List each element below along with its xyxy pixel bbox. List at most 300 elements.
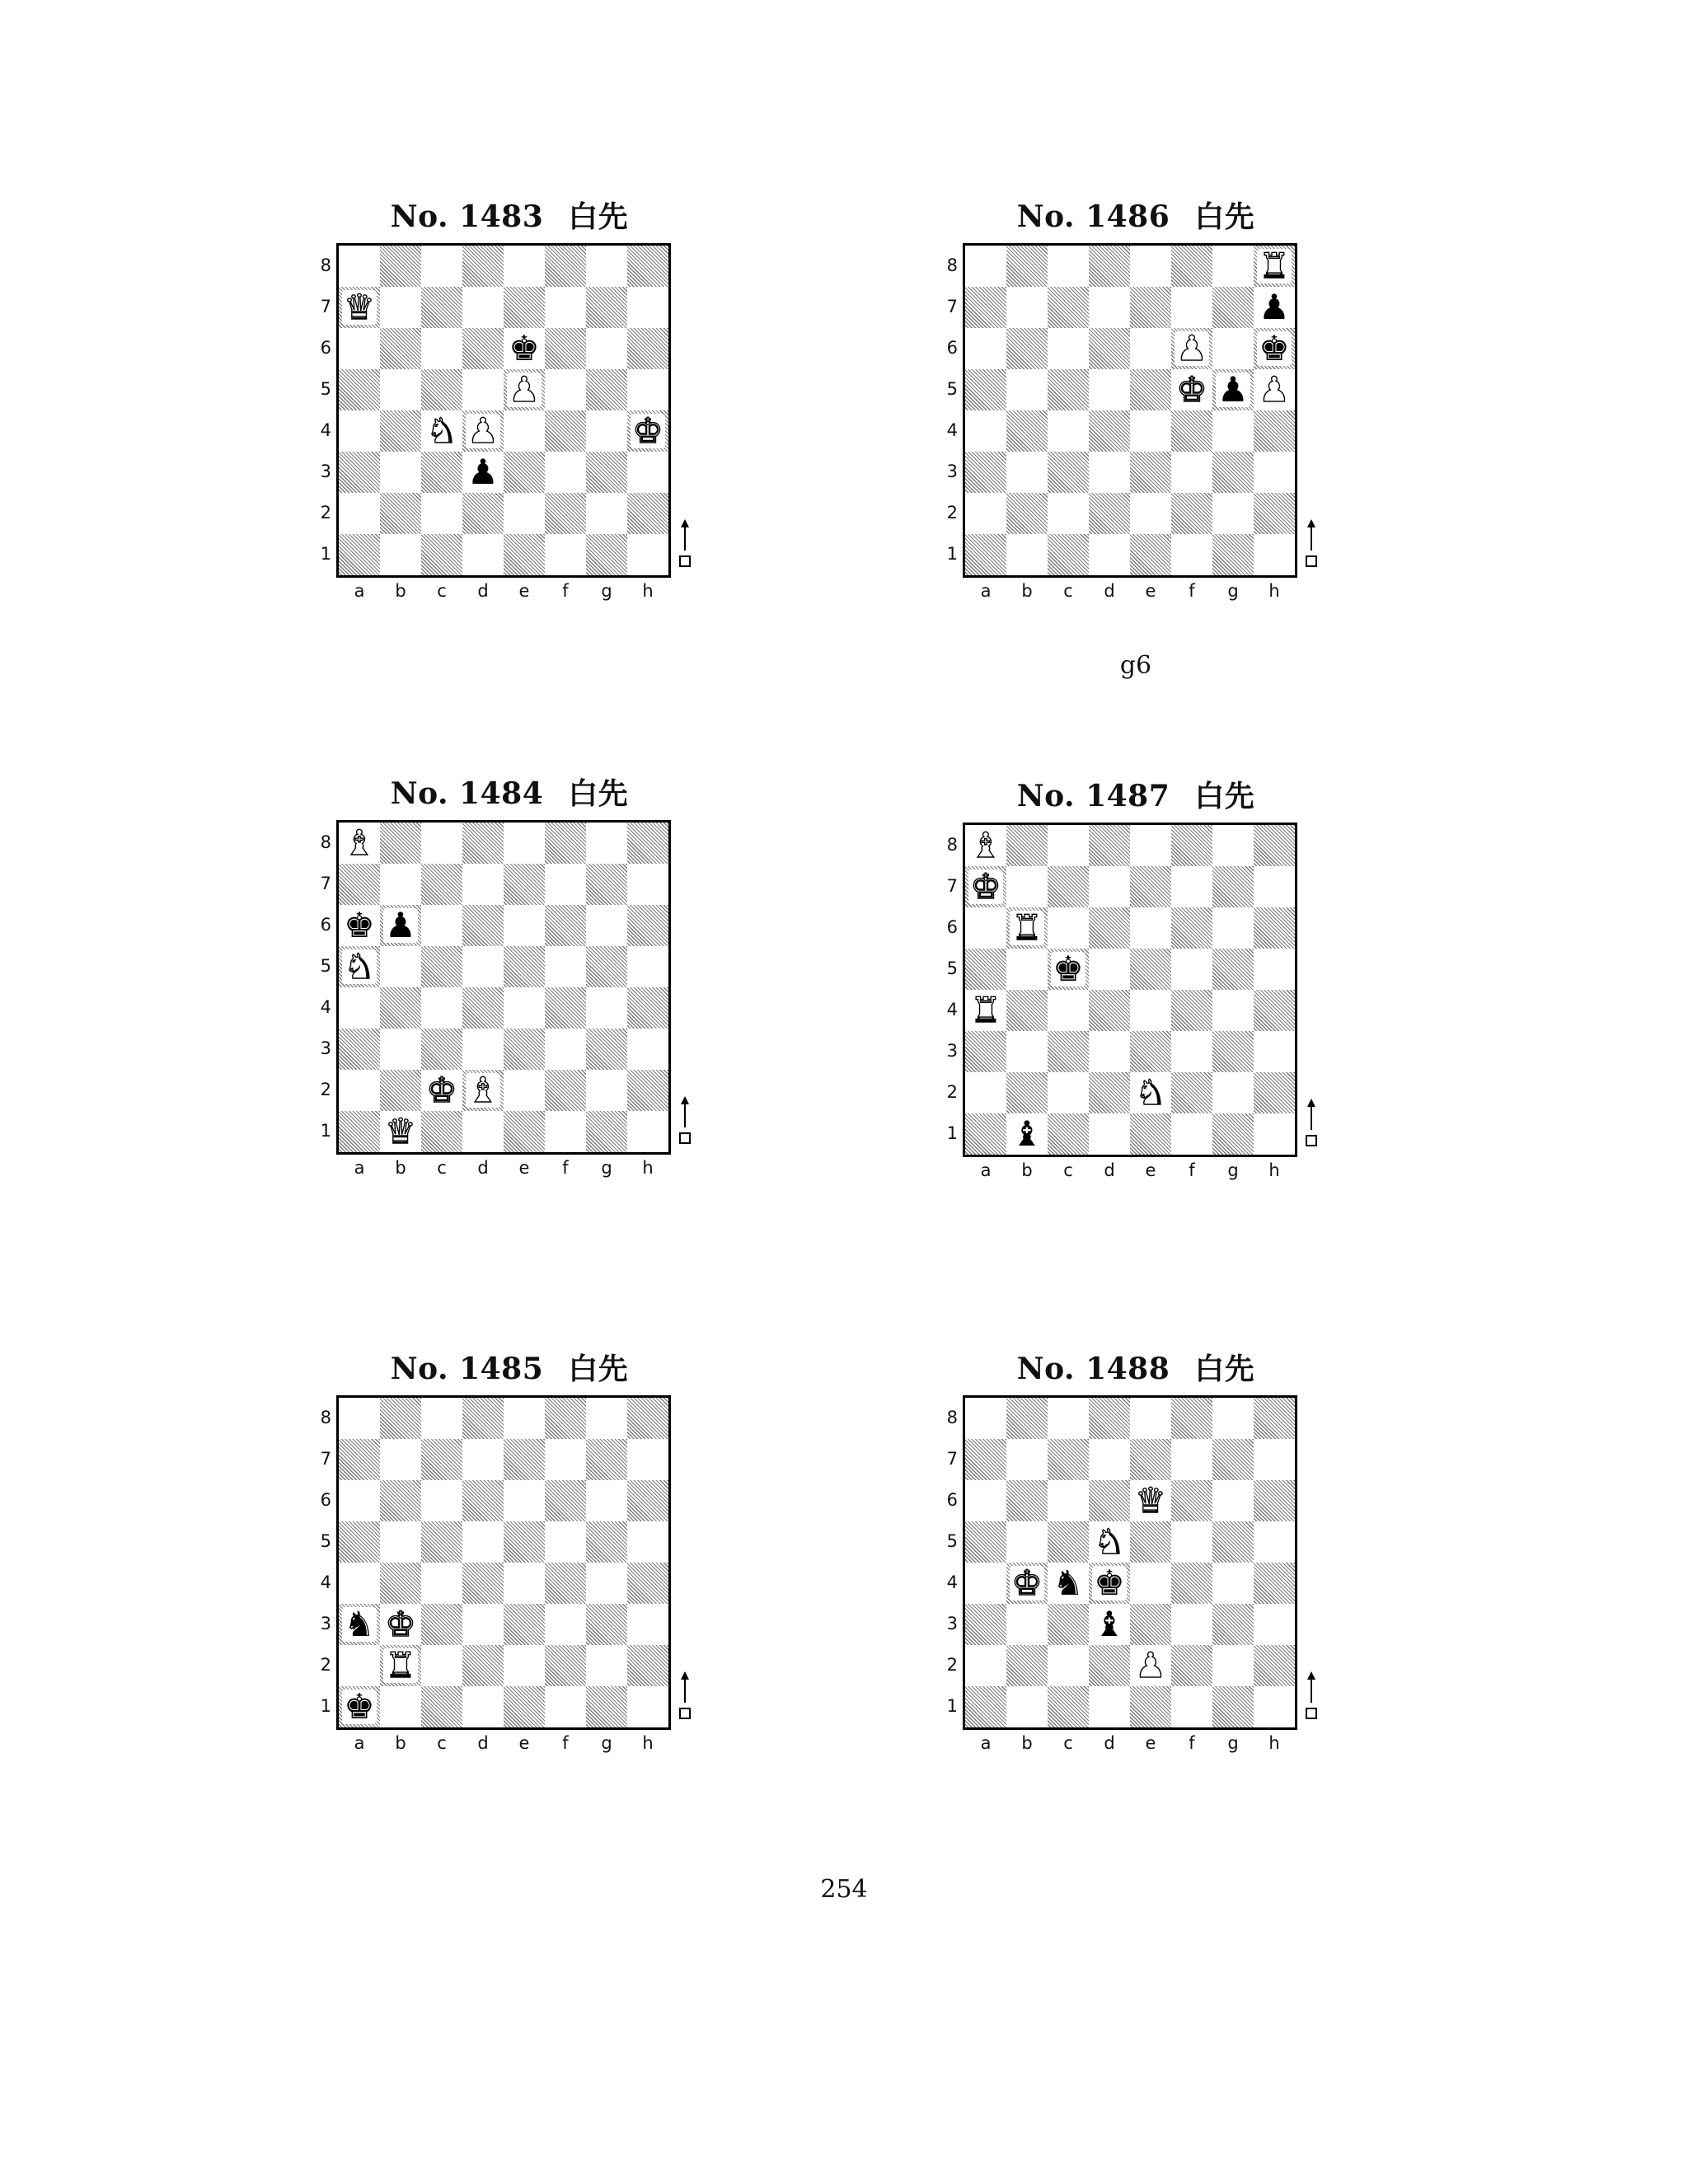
white-to-move-icon (1304, 1671, 1319, 1729)
square-g6 (1212, 907, 1254, 949)
square-b2 (380, 1070, 421, 1111)
square-b4 (1006, 990, 1048, 1031)
square-b8 (380, 823, 421, 864)
chess-board (963, 823, 1297, 1157)
square-h1 (1254, 1686, 1295, 1727)
square-e3 (504, 1604, 545, 1645)
file-label: b (1021, 581, 1033, 601)
square-d6 (462, 328, 504, 369)
file-label: e (1145, 1160, 1156, 1180)
square-d3 (462, 452, 504, 493)
square-d5 (1089, 1521, 1130, 1563)
square-f3 (545, 452, 586, 493)
square-b3 (380, 452, 421, 493)
rank-label: 5 (946, 1531, 958, 1551)
square-h2 (1254, 1072, 1295, 1113)
rank-label: 5 (946, 958, 958, 978)
rank-label: 4 (946, 1572, 958, 1592)
rank-label: 3 (320, 1614, 331, 1633)
square-b3 (1006, 1604, 1048, 1645)
square-d1 (462, 1686, 504, 1727)
square-b3 (1006, 1031, 1048, 1072)
square-g5 (586, 1521, 627, 1563)
square-h2 (627, 493, 668, 534)
white-to-move-icon (678, 1096, 692, 1154)
square-e6 (1130, 328, 1171, 369)
white-knight-icon: ♞ (344, 946, 375, 987)
square-c8 (1048, 246, 1089, 287)
square-h8 (1254, 246, 1295, 287)
file-label: b (395, 1158, 406, 1178)
square-d4 (1089, 1563, 1130, 1604)
square-b8 (1006, 1398, 1048, 1439)
square-f3 (1171, 1031, 1212, 1072)
square-h6 (1254, 1480, 1295, 1521)
file-label: e (518, 1733, 530, 1753)
square-c8 (421, 1398, 462, 1439)
square-d1 (1089, 534, 1130, 575)
square-e2 (1130, 1645, 1171, 1686)
black-king-icon: ♚ (509, 328, 540, 368)
square-f2 (545, 493, 586, 534)
puzzle-1483 (279, 194, 740, 655)
square-h4 (627, 1563, 668, 1604)
square-f5 (1171, 1521, 1212, 1563)
square-h8 (627, 1398, 668, 1439)
square-c1 (421, 1686, 462, 1727)
rank-label: 2 (946, 1655, 958, 1675)
square-e4 (1130, 410, 1171, 452)
file-label: b (1021, 1733, 1033, 1753)
square-e4 (1130, 1563, 1171, 1604)
square-f6 (545, 1480, 586, 1521)
square-d4 (462, 1563, 504, 1604)
square-a2 (965, 493, 1006, 534)
square-g1 (586, 1686, 627, 1727)
puzzle-number: No. 1488 (1016, 1352, 1170, 1386)
puzzle-1484 (279, 771, 740, 1232)
square-a3 (965, 1031, 1006, 1072)
white-pawn-icon: ♟ (1259, 369, 1290, 410)
square-c7 (421, 287, 462, 328)
square-b1 (380, 534, 421, 575)
square-a7 (339, 864, 380, 905)
square-c1 (421, 534, 462, 575)
black-bishop-icon: ♝ (1011, 1113, 1043, 1154)
square-c7 (1048, 866, 1089, 907)
side-to-move-label: 白先 (568, 777, 629, 811)
white-pawn-icon: ♟ (467, 410, 499, 451)
square-e2 (1130, 493, 1171, 534)
puzzle-number: No. 1487 (1016, 779, 1170, 813)
square-d3 (462, 1604, 504, 1645)
rank-label: 1 (946, 544, 958, 564)
square-h1 (1254, 534, 1295, 575)
square-e1 (504, 1686, 545, 1727)
square-h8 (1254, 1398, 1295, 1439)
square-h1 (627, 1686, 668, 1727)
white-bishop-icon: ♝ (970, 825, 1001, 865)
puzzle-number: No. 1486 (1016, 199, 1170, 234)
square-d2 (1089, 1645, 1130, 1686)
square-g4 (586, 987, 627, 1029)
black-king-icon: ♚ (344, 905, 375, 945)
square-a4 (965, 990, 1006, 1031)
white-knight-icon: ♞ (426, 410, 457, 451)
square-f5 (545, 1521, 586, 1563)
square-a3 (339, 452, 380, 493)
square-a7 (965, 287, 1006, 328)
square-c8 (421, 246, 462, 287)
square-b2 (1006, 1645, 1048, 1686)
square-h5 (1254, 369, 1295, 410)
square-g8 (586, 823, 627, 864)
square-b2 (1006, 493, 1048, 534)
square-a6 (339, 328, 380, 369)
square-e1 (1130, 534, 1171, 575)
square-a7 (339, 1439, 380, 1480)
square-d6 (1089, 907, 1130, 949)
square-e1 (504, 1111, 545, 1152)
square-c7 (421, 1439, 462, 1480)
rank-label: 8 (946, 835, 958, 855)
file-label: h (1268, 1160, 1280, 1180)
square-h3 (1254, 452, 1295, 493)
square-f2 (1171, 493, 1212, 534)
rank-label: 7 (320, 297, 331, 316)
square-a5 (339, 1521, 380, 1563)
square-f5 (545, 369, 586, 410)
square-g5 (586, 946, 627, 987)
square-a5 (339, 369, 380, 410)
square-e5 (1130, 949, 1171, 990)
rank-label: 1 (320, 1121, 331, 1141)
file-label: f (562, 581, 569, 601)
square-f5 (1171, 949, 1212, 990)
square-g1 (1212, 1113, 1254, 1155)
square-c2 (1048, 493, 1089, 534)
puzzle-title (279, 1346, 740, 1388)
square-f5 (545, 946, 586, 987)
square-a6 (339, 905, 380, 946)
side-to-move-label: 白先 (568, 200, 629, 234)
file-label: h (642, 1733, 654, 1753)
square-c1 (1048, 534, 1089, 575)
file-label: c (437, 581, 447, 601)
puzzle-number: No. 1483 (390, 199, 544, 234)
file-label: b (395, 1733, 406, 1753)
file-label: d (1104, 1160, 1115, 1180)
square-e3 (1130, 1031, 1171, 1072)
square-d7 (1089, 287, 1130, 328)
rank-label: 3 (946, 1041, 958, 1061)
square-h7 (1254, 1439, 1295, 1480)
square-d6 (1089, 1480, 1130, 1521)
square-b3 (1006, 452, 1048, 493)
square-a4 (339, 1563, 380, 1604)
rank-label: 6 (946, 338, 958, 358)
square-f4 (1171, 1563, 1212, 1604)
rank-label: 1 (946, 1123, 958, 1143)
file-label: c (1063, 1160, 1073, 1180)
white-to-move-icon (1304, 1099, 1319, 1156)
square-g8 (586, 246, 627, 287)
square-f6 (545, 905, 586, 946)
white-rook-icon: ♜ (1259, 246, 1290, 286)
square-e1 (504, 534, 545, 575)
square-a3 (965, 452, 1006, 493)
square-a6 (965, 907, 1006, 949)
rank-label: 5 (320, 956, 331, 976)
puzzle-note: g6 (1119, 651, 1152, 680)
square-a3 (965, 1604, 1006, 1645)
square-f7 (1171, 866, 1212, 907)
square-g5 (586, 369, 627, 410)
square-f6 (545, 328, 586, 369)
file-label: c (437, 1158, 447, 1178)
side-to-move-label: 白先 (1194, 200, 1255, 234)
rank-label: 4 (320, 1572, 331, 1592)
black-king-icon: ♚ (1259, 328, 1290, 368)
square-f3 (1171, 1604, 1212, 1645)
square-g1 (586, 1111, 627, 1152)
square-e1 (1130, 1686, 1171, 1727)
square-g6 (1212, 328, 1254, 369)
rank-label: 8 (320, 255, 331, 275)
rank-label: 4 (946, 420, 958, 440)
square-g7 (586, 287, 627, 328)
square-g7 (586, 864, 627, 905)
file-label: a (354, 1158, 365, 1178)
square-d5 (462, 1521, 504, 1563)
rank-label: 6 (320, 338, 331, 358)
square-a8 (339, 1398, 380, 1439)
white-rook-icon: ♜ (385, 1645, 416, 1685)
square-e8 (1130, 246, 1171, 287)
file-label: b (1021, 1160, 1033, 1180)
square-d2 (1089, 493, 1130, 534)
square-g5 (1212, 949, 1254, 990)
square-h3 (627, 452, 668, 493)
square-b6 (1006, 907, 1048, 949)
square-a2 (339, 1070, 380, 1111)
square-f7 (1171, 287, 1212, 328)
square-e7 (504, 1439, 545, 1480)
white-rook-icon: ♜ (970, 990, 1001, 1030)
square-g6 (586, 328, 627, 369)
square-c4 (1048, 990, 1089, 1031)
square-c7 (1048, 287, 1089, 328)
square-h1 (627, 534, 668, 575)
square-c1 (1048, 1686, 1089, 1727)
square-b7 (1006, 1439, 1048, 1480)
square-a3 (339, 1604, 380, 1645)
square-b1 (1006, 1686, 1048, 1727)
square-g8 (586, 1398, 627, 1439)
white-pawn-icon: ♟ (509, 369, 540, 410)
square-a1 (965, 534, 1006, 575)
square-h6 (627, 905, 668, 946)
black-king-icon: ♚ (1094, 1563, 1125, 1603)
square-g1 (1212, 1686, 1254, 1727)
square-c6 (1048, 328, 1089, 369)
rank-label: 6 (320, 915, 331, 935)
square-h4 (627, 410, 668, 452)
square-c8 (1048, 825, 1089, 866)
puzzle-title (905, 773, 1367, 815)
white-to-move-icon (678, 519, 692, 577)
rank-label: 6 (320, 1490, 331, 1510)
square-g5 (1212, 369, 1254, 410)
square-a7 (339, 287, 380, 328)
puzzle-1485 (279, 1346, 740, 1807)
square-b5 (380, 1521, 421, 1563)
square-c5 (421, 1521, 462, 1563)
square-c4 (1048, 410, 1089, 452)
square-c5 (1048, 1521, 1089, 1563)
square-f6 (1171, 907, 1212, 949)
black-pawn-icon: ♟ (1217, 369, 1249, 410)
rank-label: 3 (320, 462, 331, 481)
square-d5 (462, 369, 504, 410)
black-knight-icon: ♞ (1053, 1563, 1084, 1603)
square-f8 (545, 1398, 586, 1439)
square-c3 (1048, 1031, 1089, 1072)
square-h3 (1254, 1031, 1295, 1072)
square-f4 (1171, 990, 1212, 1031)
white-pawn-icon: ♟ (1176, 328, 1207, 368)
square-a1 (965, 1113, 1006, 1155)
square-h8 (627, 246, 668, 287)
file-label: g (1227, 1733, 1239, 1753)
square-b8 (380, 246, 421, 287)
page-number: 254 (820, 1875, 868, 1904)
square-a5 (965, 369, 1006, 410)
square-e5 (504, 1521, 545, 1563)
square-e5 (1130, 369, 1171, 410)
square-h7 (627, 1439, 668, 1480)
rank-label: 5 (320, 1531, 331, 1551)
square-a5 (965, 949, 1006, 990)
square-b6 (1006, 328, 1048, 369)
square-b8 (1006, 246, 1048, 287)
puzzle-title (279, 194, 740, 236)
square-e7 (504, 864, 545, 905)
square-a1 (339, 1686, 380, 1727)
square-g6 (1212, 1480, 1254, 1521)
square-d4 (462, 410, 504, 452)
puzzle-1487 (905, 773, 1367, 1235)
square-g2 (1212, 493, 1254, 534)
square-e8 (504, 823, 545, 864)
file-label: a (980, 581, 992, 601)
square-f3 (545, 1604, 586, 1645)
white-king-icon: ♚ (632, 410, 663, 451)
black-bishop-icon: ♝ (1094, 1604, 1125, 1644)
square-e2 (504, 1645, 545, 1686)
file-label: f (1189, 581, 1195, 601)
square-c4 (421, 1563, 462, 1604)
rank-label: 2 (946, 503, 958, 523)
white-queen-icon: ♛ (1135, 1480, 1166, 1521)
square-e2 (504, 493, 545, 534)
file-label: a (354, 581, 365, 601)
square-a4 (965, 1563, 1006, 1604)
square-h2 (1254, 1645, 1295, 1686)
rank-label: 4 (946, 1000, 958, 1019)
square-c2 (421, 1645, 462, 1686)
square-d8 (462, 823, 504, 864)
square-e4 (504, 1563, 545, 1604)
square-e3 (504, 452, 545, 493)
square-b1 (1006, 1113, 1048, 1155)
square-b4 (380, 1563, 421, 1604)
square-g7 (1212, 1439, 1254, 1480)
puzzle-title (279, 771, 740, 813)
square-c5 (1048, 369, 1089, 410)
file-label: d (477, 1733, 489, 1753)
square-h2 (1254, 493, 1295, 534)
file-label: f (1189, 1733, 1195, 1753)
square-d6 (1089, 328, 1130, 369)
file-label: e (1145, 581, 1156, 601)
file-label: f (562, 1733, 569, 1753)
square-f7 (545, 287, 586, 328)
square-b5 (1006, 949, 1048, 990)
square-f1 (1171, 534, 1212, 575)
square-f6 (1171, 1480, 1212, 1521)
square-f4 (545, 987, 586, 1029)
square-d8 (1089, 825, 1130, 866)
square-g1 (1212, 534, 1254, 575)
square-c6 (1048, 907, 1089, 949)
square-e8 (504, 246, 545, 287)
square-a8 (965, 1398, 1006, 1439)
square-b4 (1006, 1563, 1048, 1604)
square-f1 (1171, 1113, 1212, 1155)
white-knight-icon: ♞ (1135, 1072, 1166, 1113)
rank-label: 6 (946, 917, 958, 937)
white-rook-icon: ♜ (1011, 907, 1043, 948)
square-b5 (1006, 1521, 1048, 1563)
file-label: e (518, 581, 530, 601)
square-g3 (1212, 1031, 1254, 1072)
square-a1 (339, 534, 380, 575)
square-f6 (1171, 328, 1212, 369)
square-c2 (1048, 1072, 1089, 1113)
chess-board (963, 243, 1297, 578)
puzzle-title (905, 194, 1367, 236)
square-h7 (1254, 287, 1295, 328)
square-d2 (462, 493, 504, 534)
rank-label: 5 (946, 379, 958, 399)
square-g8 (1212, 246, 1254, 287)
square-h5 (627, 369, 668, 410)
square-h2 (627, 1645, 668, 1686)
file-label: a (354, 1733, 365, 1753)
rank-label: 8 (320, 832, 331, 852)
puzzle-title (905, 1346, 1367, 1388)
puzzle-1486 (905, 194, 1367, 680)
black-pawn-icon: ♟ (467, 452, 499, 492)
rank-label: 2 (946, 1082, 958, 1102)
rank-label: 6 (946, 1490, 958, 1510)
square-e3 (1130, 1604, 1171, 1645)
square-b4 (1006, 410, 1048, 452)
square-b4 (380, 987, 421, 1029)
square-h7 (1254, 866, 1295, 907)
square-f8 (545, 246, 586, 287)
